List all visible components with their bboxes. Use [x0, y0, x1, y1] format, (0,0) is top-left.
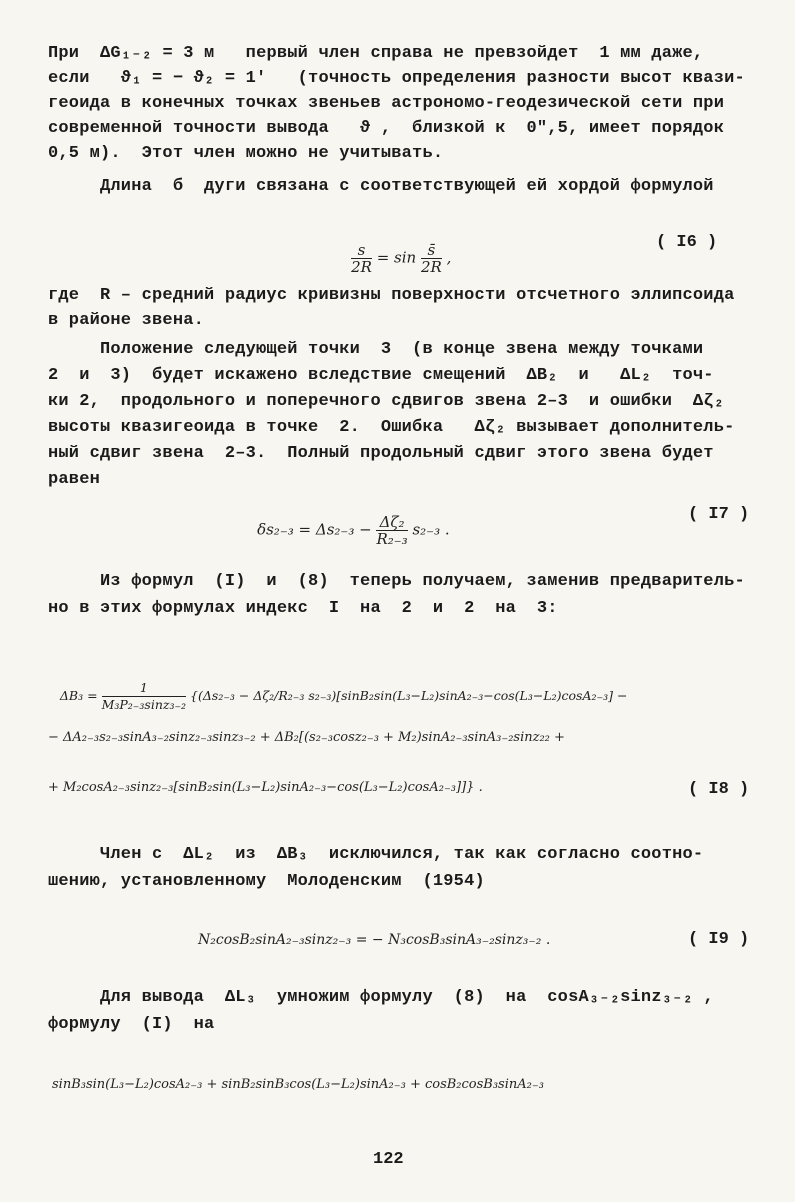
- fraction: $\frac{s̄}{2R}$: [420, 241, 442, 276]
- fraction: $\frac{1}{\text{M₃P₂₋₃sinz₃₋₂}}$: [101, 680, 187, 712]
- paragraph-line: где R – средний радиус кривизны поверхности отсчетного эллипсоида: [48, 286, 735, 305]
- equation-16: $\frac{s}{2R}$ = sin $\frac{s̄}{2R}$ ,: [351, 241, 452, 276]
- equation-number: ( I8 ): [688, 780, 750, 799]
- paragraph-line: Из формул (I) и (8) теперь получаем, заменив предваритель-: [48, 572, 745, 591]
- paragraph-line: современной точности вывода ϑ , близкой к 0″,5, имеет порядок: [48, 119, 725, 138]
- equation-18-line-3: + M₂cosA₂₋₃sinz₂₋₃[sinB₂sin(L₃−L₂)sinA₂₋₃−cos(L₃−L₂)cosA₂₋₃]]} .: [48, 780, 483, 795]
- paragraph-line: геоида в конечных точках звеньев астрономо-геодезической сети при: [48, 94, 725, 113]
- equation-number: ( I7 ): [688, 505, 750, 524]
- equation-number: ( I6 ): [656, 233, 718, 252]
- paragraph-line: При ΔG₁₋₂ = 3 м первый член справа не превзойдет 1 мм даже,: [48, 44, 704, 63]
- paragraph-line: равен: [48, 470, 101, 489]
- paragraph-line: формулу (I) на: [48, 1015, 215, 1034]
- equation-17: δs₂₋₃ = Δs₂₋₃ − $\frac{\text{Δζ₂}}{\text{R₂₋₃}}$ s₂₋₃ .: [257, 513, 450, 548]
- page-number: 122: [373, 1150, 404, 1169]
- paragraph-line: 2 и 3) будет искажено вследствие смещений ΔB₂ и ΔL₂ точ-: [48, 366, 714, 385]
- equation-number: ( I9 ): [688, 930, 750, 949]
- equation-19: N₂cosB₂sinA₂₋₃sinz₂₋₃ = − N₃cosB₃sinA₃₋₂sinz₃₋₂ .: [198, 932, 551, 948]
- paragraph-line: шению, установленному Молоденским (1954): [48, 872, 485, 891]
- paragraph-line: Длина б дуги связана с соответствующей ей хордой формулой: [48, 177, 714, 196]
- paragraph-line: ки 2, продольного и поперечного сдвигов звена 2–3 и ошибки Δζ₂: [48, 392, 725, 411]
- paragraph-line: в районе звена.: [48, 311, 205, 330]
- paragraph-line: Член с ΔL₂ из ΔB₃ исключился, так как согласно соотно-: [48, 845, 704, 864]
- paragraph-line: высоты квазигеоида в точке 2. Ошибка Δζ₂ вызывает дополнитель-: [48, 418, 735, 437]
- paragraph-line: если ϑ₁ = − ϑ₂ = 1′ (точность определения разности высот квази-: [48, 69, 745, 88]
- paragraph-line: 0,5 м). Этот член можно не учитывать.: [48, 144, 444, 163]
- paragraph-line: но в этих формулах индекс I на 2 и 2 на 3:: [48, 599, 558, 618]
- equation-18-line-1: ΔB₃ = $\frac{1}{\text{M₃P₂₋₃sinz₃₋₂}}$ {(Δs₂₋₃ − Δζ₂/R₂₋₃ s₂₋₃)[sinB₂sin(L₃−L₂)sinA₂₋₃−cos(L₃−L₂)cosA₂₋₃] −: [59, 680, 628, 712]
- fraction: $\frac{s}{2R}$: [351, 241, 372, 276]
- paragraph-line: ный сдвиг звена 2–3. Полный продольный сдвиг этого звена будет: [48, 444, 714, 463]
- paragraph-line: Для вывода ΔL₃ умножим формулу (8) на cosA₃₋₂sinz₃₋₂ ,: [48, 988, 714, 1007]
- fraction: $\frac{\text{Δζ₂}}{\text{R₂₋₃}}$: [376, 513, 408, 548]
- equation-20-partial: sinB₃sin(L₃−L₂)cosA₂₋₃ + sinB₂sinB₃cos(L₃−L₂)sinA₂₋₃ + cosB₂cosB₃sinA₂₋₃: [52, 1077, 544, 1092]
- paragraph-line: Положение следующей точки 3 (в конце звена между точками: [48, 340, 704, 359]
- equation-18-line-2: − ΔA₂₋₃s₂₋₃sinA₃₋₂sinz₂₋₃sinz₃₋₂ + ΔB₂[(s₂₋₃cosz₂₋₃ + M₂)sinA₂₋₃sinA₃₋₂sinz₂₂ +: [48, 730, 565, 745]
